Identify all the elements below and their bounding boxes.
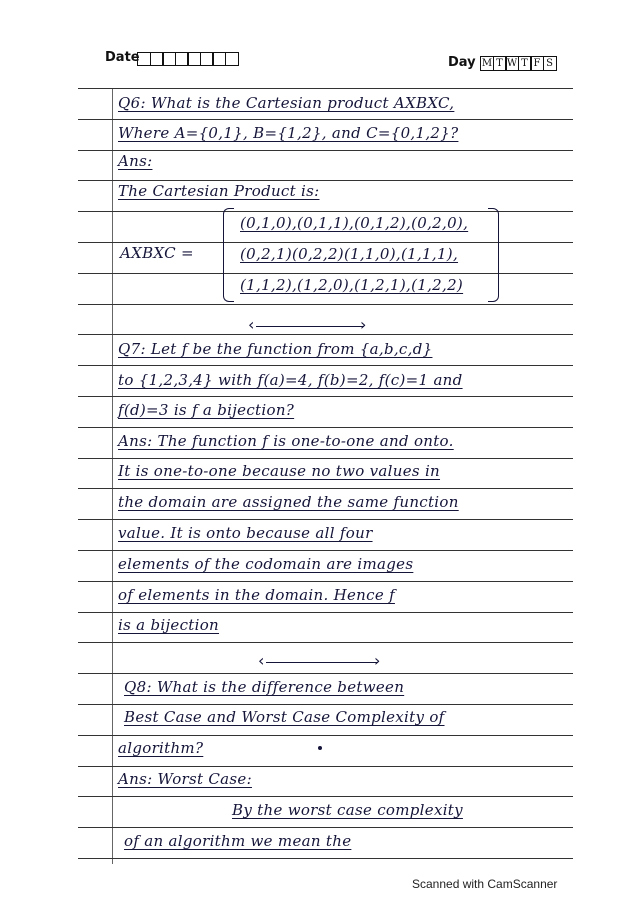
q7-answer-line-2: It is one-to-one because no two values in <box>118 462 441 480</box>
date-label: Date <box>105 50 140 65</box>
q7-question-line-3: f(d)=3 is f a bijection? <box>118 401 295 419</box>
q6-answer-line: The Cartesian Product is: <box>118 182 320 200</box>
ruled-line <box>78 642 573 643</box>
left-arrow-icon: ‹ <box>248 315 255 334</box>
day-box-sat: S <box>543 56 557 71</box>
day-box-mon: M <box>481 58 493 69</box>
ruled-line <box>78 827 573 828</box>
day-boxes <box>480 56 555 71</box>
q7-question-line-1: Q7: Let f be the function from {a,b,c,d} <box>118 340 433 358</box>
ruled-line <box>78 488 573 489</box>
right-arrow-icon-2: › <box>374 651 381 670</box>
q8-answer-label: Ans: Worst Case: <box>118 770 252 788</box>
ruled-line <box>78 458 573 459</box>
divider-arrow-line-1 <box>256 326 364 327</box>
q7-answer-line-3: the domain are assigned the same function <box>118 493 459 511</box>
q6-set-row-3: (1,1,2),(1,2,0),(1,2,1),(1,2,2) <box>240 276 464 294</box>
q7-answer-line-6: of elements in the domain. Hence f <box>118 586 395 604</box>
left-arrow-icon-2: ‹ <box>258 651 265 670</box>
day-box-thu: T <box>518 56 532 71</box>
left-brace <box>223 208 234 302</box>
date-boxes <box>137 52 237 66</box>
ruled-line <box>78 735 573 736</box>
divider-arrow-line-2 <box>266 662 378 663</box>
ruled-line <box>78 119 573 120</box>
ink-dot <box>318 746 322 750</box>
day-box-wed: W <box>506 58 518 69</box>
ruled-line <box>78 581 573 582</box>
q8-answer-line-1: By the worst case complexity <box>232 801 463 819</box>
q8-question-line-1: Q8: What is the difference between <box>124 678 405 696</box>
ruled-line <box>78 612 573 613</box>
q8-question-line-2: Best Case and Worst Case Complexity of <box>124 708 445 726</box>
right-brace <box>488 208 499 302</box>
ruled-line <box>78 796 573 797</box>
ruled-line <box>78 519 573 520</box>
ruled-line <box>78 550 573 551</box>
q6-answer-label: Ans: <box>118 152 153 170</box>
q7-answer-line-5: elements of the codomain are images <box>118 555 414 573</box>
ruled-line <box>78 150 573 151</box>
ruled-line <box>78 427 573 428</box>
q7-question-line-2: to {1,2,3,4} with f(a)=4, f(b)=2, f(c)=1 and <box>118 371 463 389</box>
ruled-line <box>78 673 573 674</box>
q6-set-row-2: (0,2,1)(0,2,2)(1,1,0),(1,1,1), <box>240 245 459 263</box>
q8-answer-line-2: of an algorithm we mean the <box>124 832 352 850</box>
day-box-fri: F <box>530 56 544 71</box>
ruled-line <box>78 88 573 89</box>
ruled-line <box>78 396 573 397</box>
q6-question-line-1: Q6: What is the Cartesian product AXBXC, <box>118 94 455 112</box>
ruled-line <box>78 334 573 335</box>
q6-question-line-2: Where A={0,1}, B={1,2}, and C={0,1,2}? <box>118 124 459 142</box>
q7-answer-line-4: value. It is onto because all four <box>118 524 373 542</box>
q8-question-line-3: algorithm? <box>118 739 204 757</box>
ruled-line <box>78 858 573 859</box>
ruled-line <box>78 365 573 366</box>
q7-answer-line-1: Ans: The function f is one-to-one and onto. <box>118 432 454 450</box>
q6-set-row-1: (0,1,0),(0,1,1),(0,1,2),(0,2,0), <box>240 214 469 232</box>
ruled-line <box>78 180 573 181</box>
ruled-line <box>78 766 573 767</box>
ruled-line <box>78 304 573 305</box>
right-arrow-icon: › <box>360 315 367 334</box>
scanner-watermark: Scanned with CamScanner <box>412 877 558 891</box>
day-label: Day <box>448 55 476 70</box>
margin-line <box>112 88 113 864</box>
ruled-line <box>78 704 573 705</box>
q6-set-label: AXBXC = <box>120 244 194 262</box>
day-box-tue: T <box>493 56 507 71</box>
q7-answer-line-7: is a bijection <box>118 616 220 634</box>
